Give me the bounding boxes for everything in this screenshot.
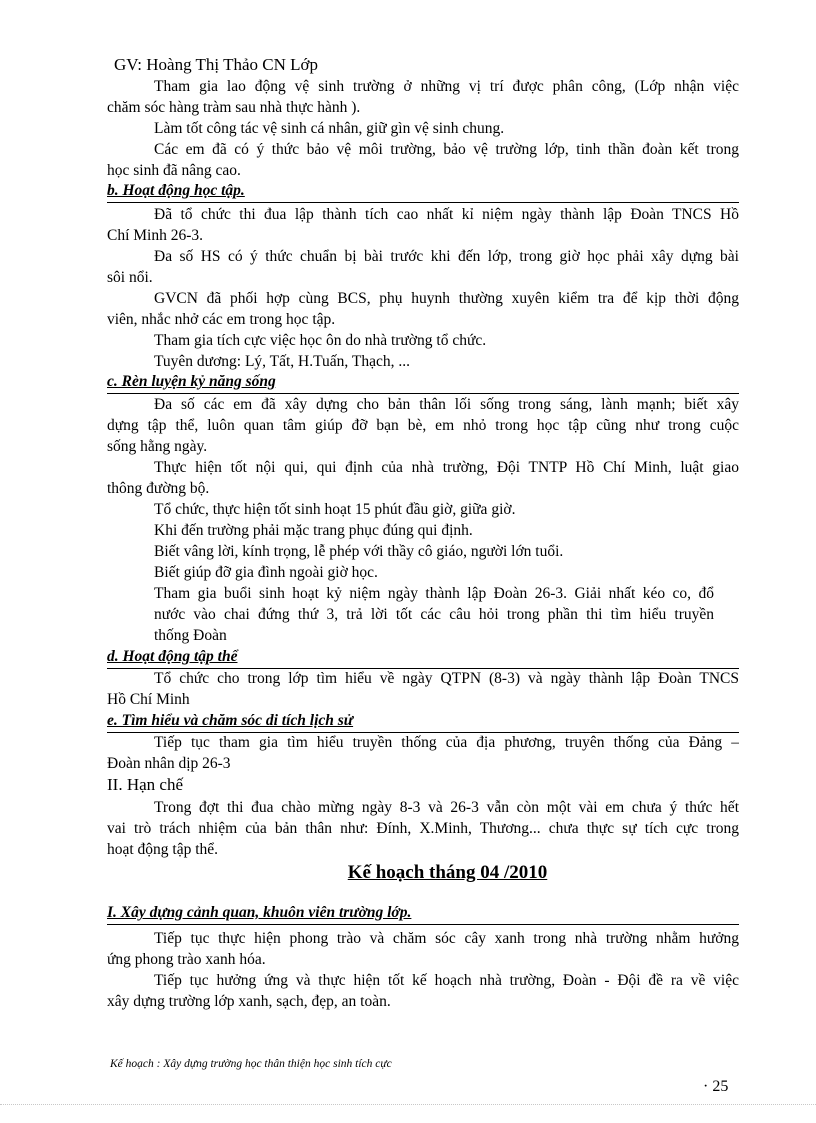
- intro-line-4: Các em đã có ý thức bảo vệ môi trường, bảo vệ trường lớp, tinh thần đoàn kết trong: [154, 141, 739, 158]
- section-c-line-7: Khi đến trường phải mặc trang phục đúng qui định.: [154, 522, 473, 539]
- section-c-rule: [107, 393, 739, 394]
- section-i-line-2: ứng phong trào xanh hóa.: [107, 951, 266, 968]
- section-ii-line-1: Trong đợt thi đua chào mừng ngày 8-3 và 26-3 vẫn còn một vài em chưa ý thức hết: [154, 799, 739, 816]
- section-b-line-3: Đa số HS có ý thức chuẩn bị bài trước khi đến lớp, trong giờ học phải xây dựng bài: [154, 248, 739, 265]
- section-c-line-9: Biết giúp đỡ gia đình ngoài giờ học.: [154, 564, 378, 581]
- section-e-line-1: Tiếp tục tham gia tìm hiểu truyền thống của địa phương, truyên thống của Đảng –: [154, 734, 739, 751]
- intro-line-2: chăm sóc hàng tràm sau nhà thực hành ).: [107, 99, 361, 116]
- section-b-line-4: sôi nổi.: [107, 269, 153, 286]
- section-c-line-4: Thực hiện tốt nội qui, qui định của nhà trường, Đội TNTP Hồ Chí Minh, luật giao: [154, 459, 739, 476]
- section-b-line-7: Tham gia tích cực việc học ôn do nhà trường tổ chức.: [154, 332, 487, 349]
- section-c-line-8: Biết vâng lời, kính trọng, lễ phép với thầy cô giáo, người lớn tuổi.: [154, 543, 564, 560]
- section-c-line-5: thông đường bộ.: [107, 480, 210, 497]
- section-c-line-10: Tham gia buổi sinh hoạt kỷ niệm ngày thành lập Đoàn 26-3. Giải nhất kéo co, đổ: [154, 585, 714, 602]
- section-b-line-1: Đã tổ chức thi đua lập thành tích cao nhất kỉ niệm ngày thành lập Đoàn TNCS Hồ: [154, 206, 739, 223]
- section-c-line-2: dựng tập thể, luôn quan tâm giúp đỡ bạn bè, em nhỏ trong học tập cũng như trong cuộc: [107, 417, 739, 434]
- section-i-heading: I. Xây dựng cảnh quan, khuôn viên trường lớp.: [107, 904, 412, 921]
- section-ii-heading: II. Hạn chế: [107, 775, 183, 794]
- intro-line-3: Làm tốt công tác vệ sinh cá nhân, giữ gìn vệ sinh chung.: [154, 120, 505, 137]
- page-bottom-dotted-line: [0, 1104, 816, 1105]
- intro-line-1: Tham gia lao động vệ sinh trường ở những vị trí được phân công, (Lớp nhận việc: [154, 78, 739, 95]
- plan-title: Kế hoạch tháng 04 /2010: [347, 862, 548, 883]
- section-ii-line-2: vai trò trách nhiệm của bản thân như: Đính, X.Minh, Thương... chưa thực sự tích cực trong: [107, 820, 739, 837]
- section-d-line-1: Tổ chức cho trong lớp tìm hiểu về ngày QTPN (8-3) và ngày thành lập Đoàn TNCS: [154, 670, 739, 687]
- section-c-line-12: thống Đoàn: [154, 627, 227, 644]
- section-e-heading: e. Tìm hiểu và chăm sóc di tích lịch sử: [107, 712, 354, 729]
- section-ii-line-3: hoạt động tập thể.: [107, 841, 219, 858]
- section-c-line-1: Đa số các em đã xây dựng cho bản thân lối sống trong sáng, lành mạnh; biết xây: [154, 396, 739, 413]
- section-i-line-3: Tiếp tục hưởng ứng và thực hiện tốt kế hoạch nhà trường, Đoàn - Đội đề ra về việc: [154, 972, 739, 989]
- section-i-line-4: xây dựng trường lớp xanh, sạch, đẹp, an toàn.: [107, 993, 391, 1010]
- section-i-line-1: Tiếp tục thực hiện phong trào và chăm sóc cây xanh trong nhà trường nhằm hưởng: [154, 930, 739, 947]
- page-number: · 25: [703, 1078, 729, 1095]
- section-b-line-2: Chí Minh 26-3.: [107, 227, 204, 244]
- section-d-line-2: Hồ Chí Minh: [107, 691, 190, 708]
- section-d-heading: d. Hoạt động tập thể: [107, 648, 238, 665]
- section-c-line-11: nước vào chai đứng thứ 3, trả lời tốt các câu hỏi trong phần thi tìm hiểu truyền: [154, 606, 714, 623]
- section-b-line-5: GVCN đã phối hợp cùng BCS, phụ huynh thường xuyên kiểm tra để kịp thời động: [154, 290, 739, 307]
- section-b-heading: b. Hoạt động học tập.: [107, 182, 245, 199]
- section-b-line-8: Tuyên dương: Lý, Tất, H.Tuấn, Thạch, ...: [154, 353, 410, 370]
- footer-text: Kế hoạch : Xây dựng trường học thân thiện học sinh tích cực: [110, 1058, 392, 1070]
- section-i-rule: [107, 924, 739, 925]
- section-c-line-3: sống hằng ngày.: [107, 438, 208, 455]
- section-b-rule: [107, 202, 739, 203]
- section-c-heading: c. Rèn luyện kỷ năng sống: [107, 373, 276, 390]
- section-b-line-6: viên, nhắc nhở các em trong học tập.: [107, 311, 336, 328]
- teacher-header: GV: Hoàng Thị Thảo CN Lớp: [114, 55, 318, 74]
- intro-line-5: học sinh đã nâng cao.: [107, 162, 241, 179]
- section-c-line-6: Tổ chức, thực hiện tốt sinh hoạt 15 phút đầu giờ, giữa giờ.: [154, 501, 516, 518]
- section-e-line-2: Đoàn nhân dịp 26-3: [107, 755, 231, 772]
